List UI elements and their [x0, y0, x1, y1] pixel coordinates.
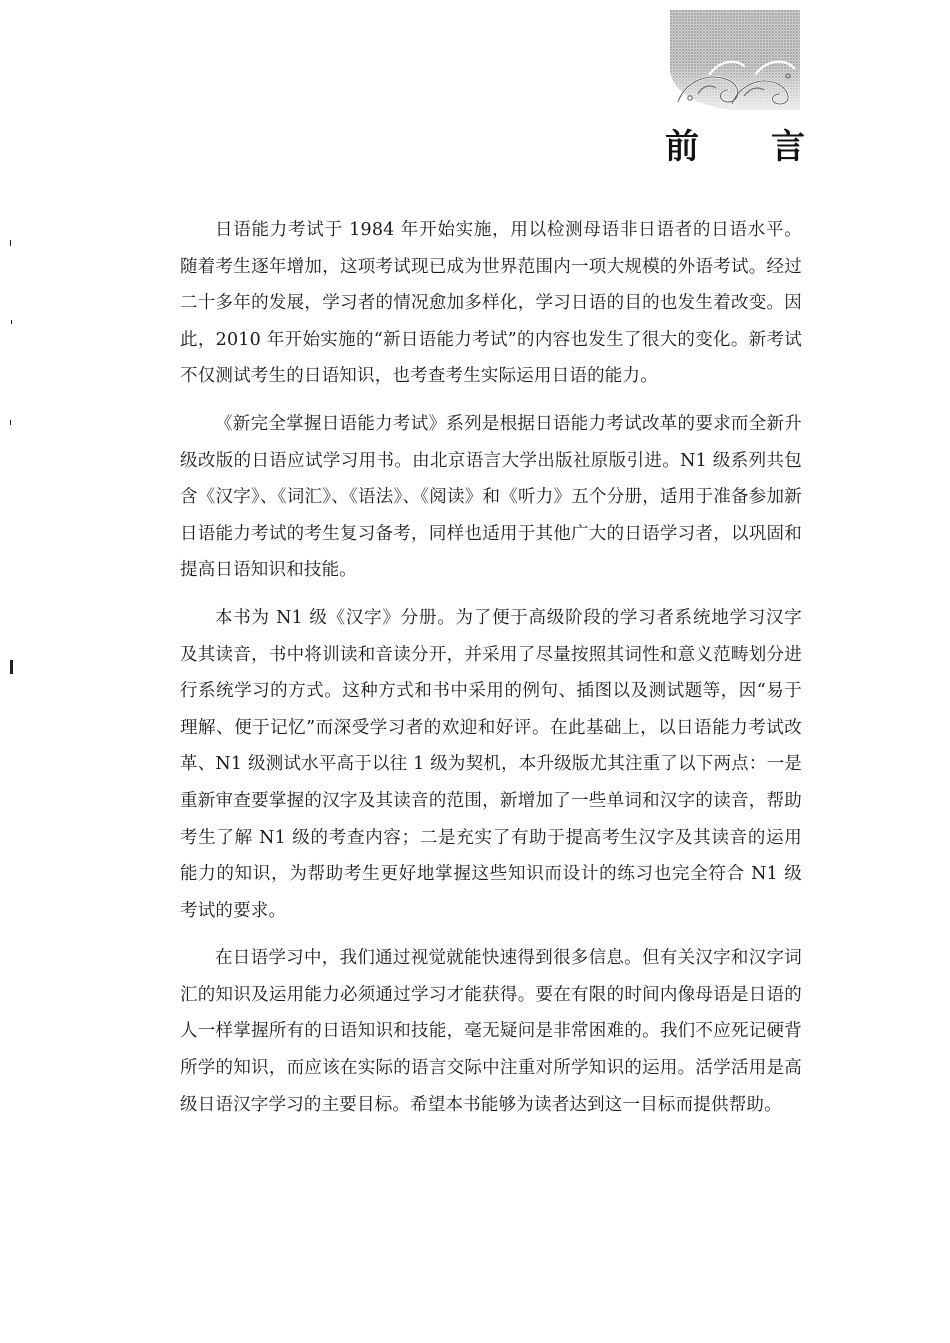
paragraph-4: 在日语学习中，我们通过视觉就能快速得到很多信息。但有关汉字和汉字词汇的知识及运用能力必须通过学习才能获得。要在有限的时间内像母语是日语的人一样掌握所有的日语知识和技能，毫无疑问是非常困难的。我们不应死记硬背所学的知识，而应该在实际的语言交际中注重对所学知识的运用。活学活用是高级日语汉字学习的主要目标。希望本书能够为读者达到这一目标而提供帮助。: [180, 948, 802, 1115]
paragraph-2: 《新完全掌握日语能力考试》系列是根据日语能力考试改革的要求而全新升级改版的日语应试学习用书。由北京语言大学出版社原版引进。N1 级系列共包含《汉字》、《词汇》、《语法》、《阅读》和《听力》五个分册，适用于准备参加新日语能力考试的考生复习备考，同样也适用于其他广大的日语学习者，以巩固和提高日语知识和技能。: [180, 413, 802, 581]
page-title-char-1: 前: [665, 126, 699, 167]
page-title: [665, 118, 805, 168]
scan-edge-marks: [10, 240, 13, 700]
paragraph-3: 本书为 N1 级《汉字》分册。为了便于高级阶段的学习者系统地学习汉字及其读音，书中将训读和音读分开，并采用了尽量按照其词性和意义范畴划分进行系统学习的方式。这种方式和书中采用的例句、插图以及测试题等，因“易于理解、便于记忆”而深受学习者的欢迎和好评。在此基础上，以日语能力考试改革、N1 级测试水平高于以往 1 级为契机，本升级版尤其注重了以下两点：一是重新审查要掌握的汉字及其读音的范围，新增加了一些单词和汉字的读音，帮助考生了解 N1 级的考查内容；二是充实了有助于提高考生汉字及其读音的运用能力的知识，为帮助考生更好地掌握这些知识而设计的练习也完全符合 N1 级考试的要求。: [180, 607, 802, 921]
preface-body: [180, 212, 802, 1134]
page-title-char-2: 言: [771, 126, 805, 167]
decorative-ornament: [670, 10, 800, 110]
paragraph-1: 日语能力考试于 1984 年开始实施，用以检测母语非日语者的日语水平。随着考生逐年增加，这项考试现已成为世界范围内一项大规模的外语考试。经过二十多年的发展，学习者的情况愈加多样化，学习日语的目的也发生着改变。因此，2010 年开始实施的“新日语能力考试”的内容也发生了很大的变化。新考试不仅测试考生的日语知识，也考查考生实际运用日语的能力。: [180, 220, 802, 387]
